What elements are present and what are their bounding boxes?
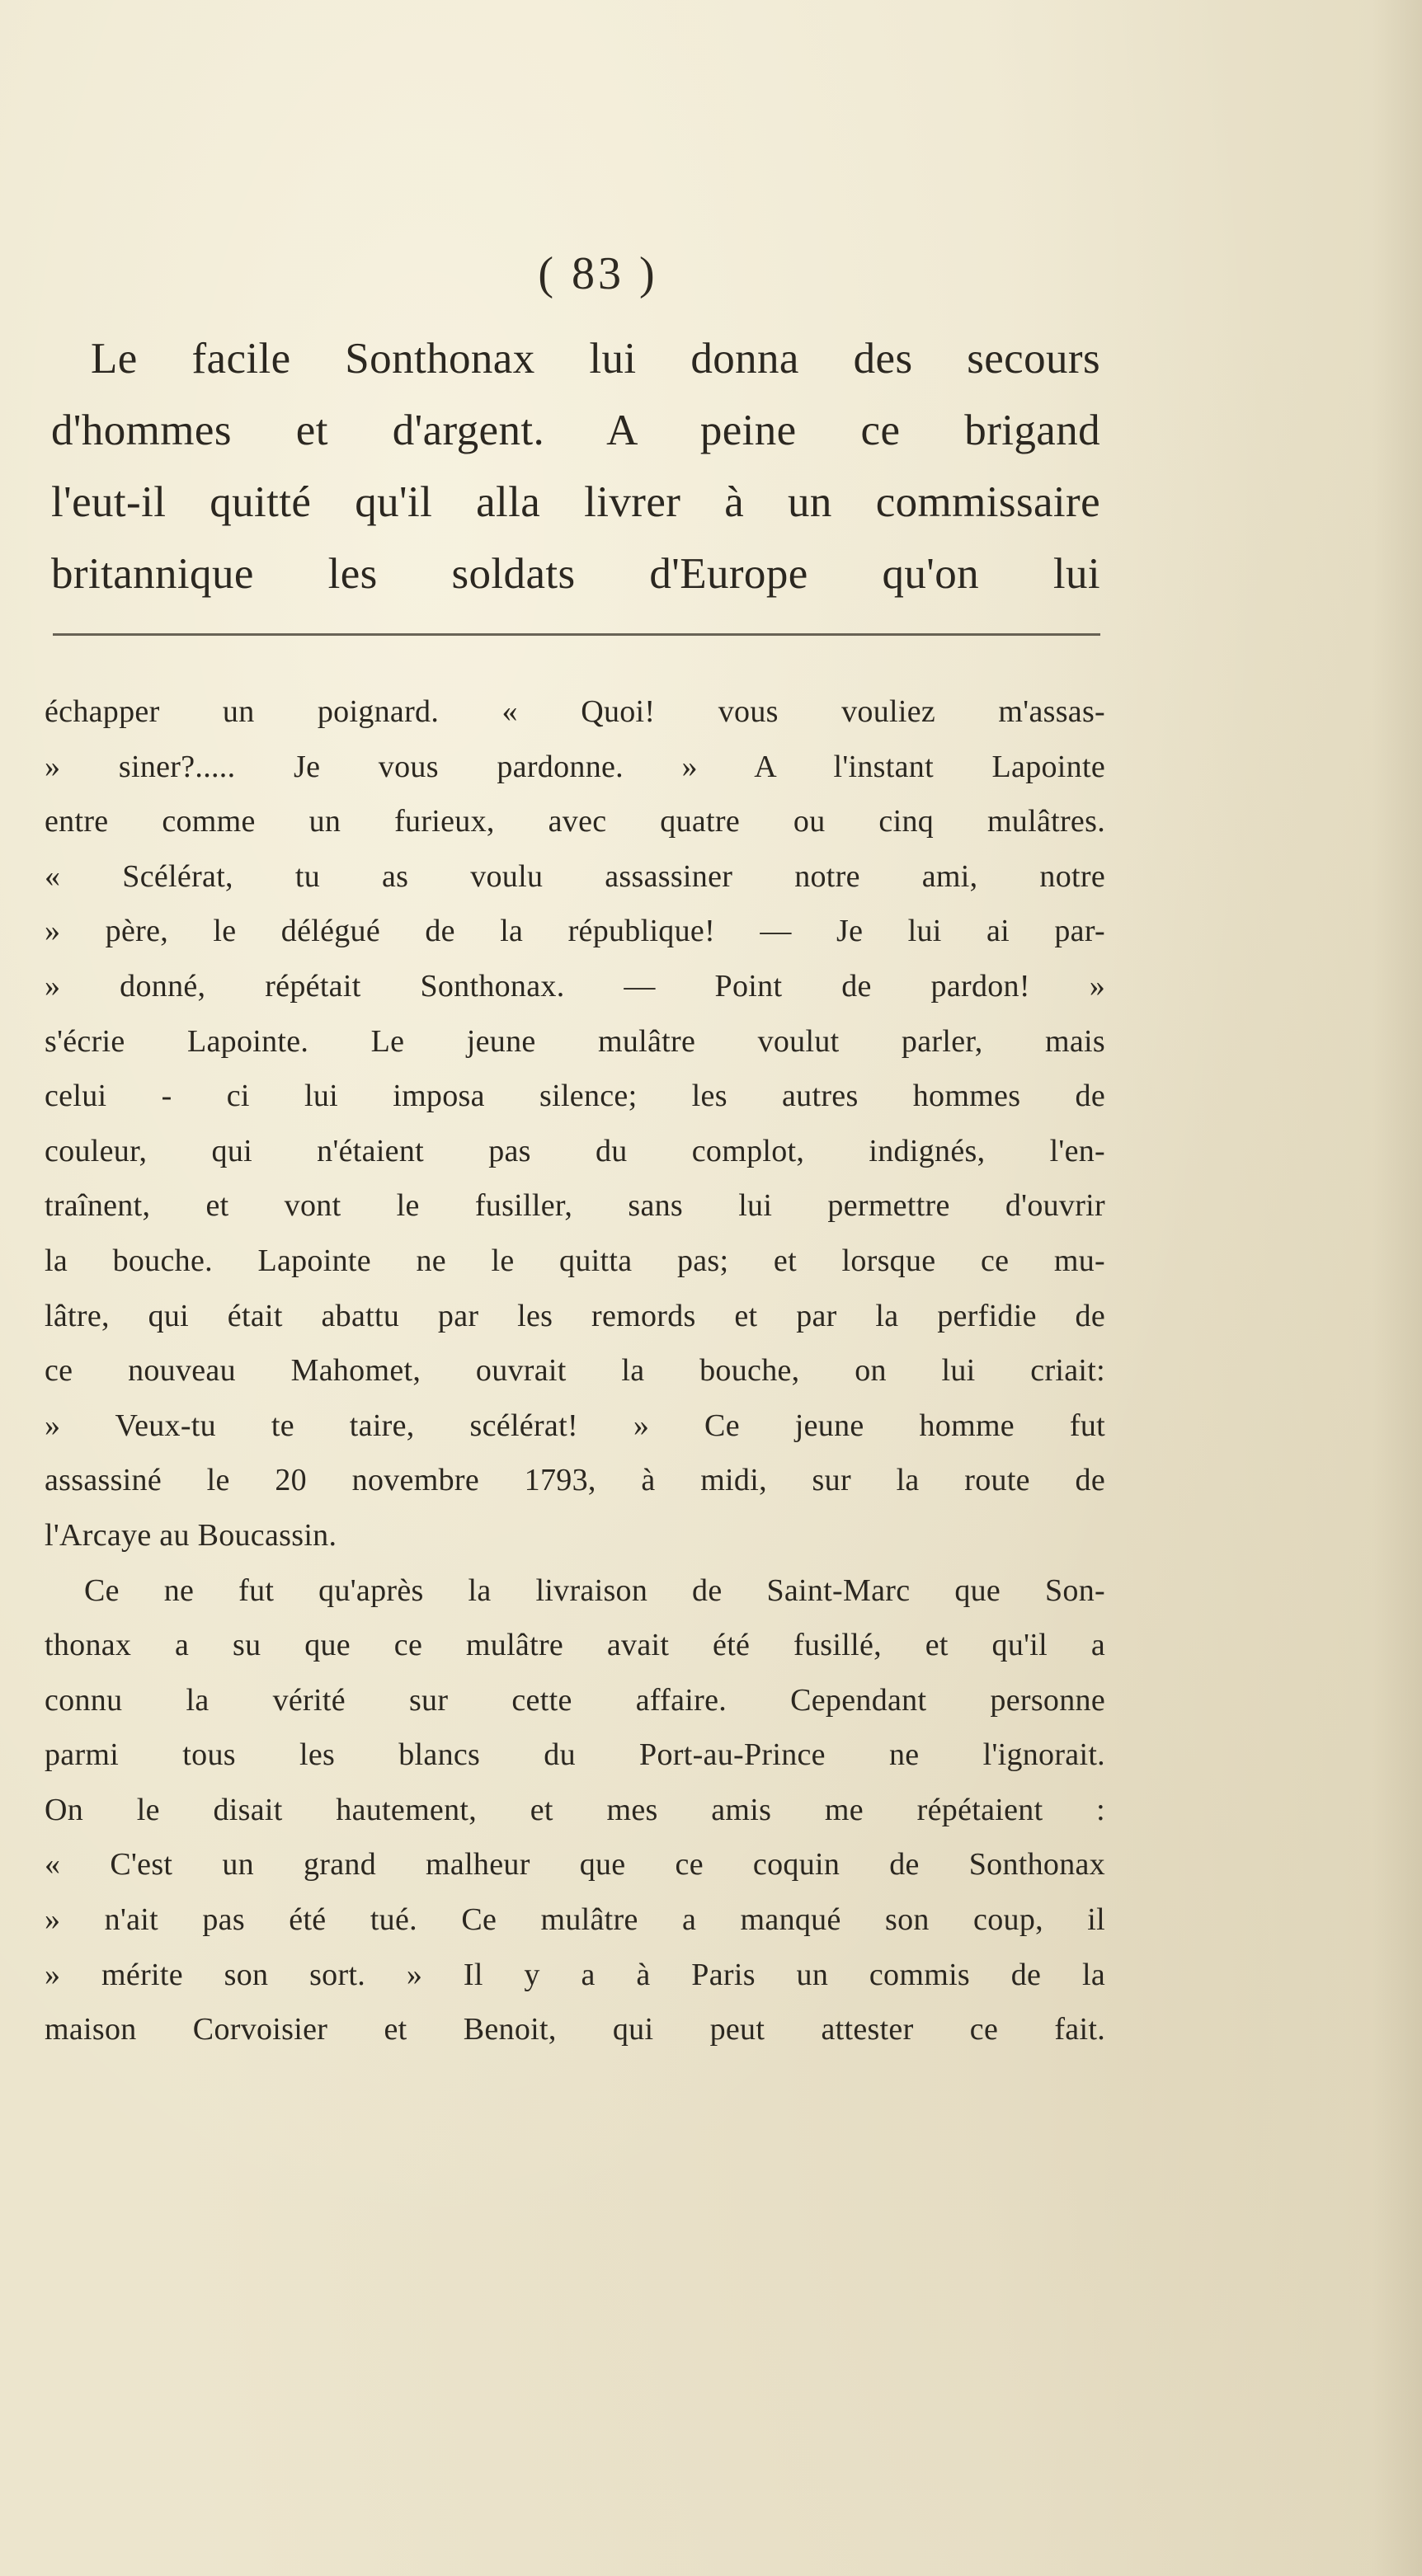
footnote-line: traînent, et vont le fusiller, sans lui permettre d'ouvrir xyxy=(45,1188,1105,1224)
footnote-line: ce nouveau Mahomet, ouvrait la bouche, on lui criait: xyxy=(45,1353,1105,1389)
footnote-line: » Veux-tu te taire, scélérat! » Ce jeune homme fut xyxy=(45,1408,1105,1443)
footnote-line: « C'est un grand malheur que ce coquin de Sonthonax xyxy=(45,1847,1105,1883)
footnote-line: connu la vérité sur cette affaire. Cependant personne xyxy=(45,1682,1105,1718)
footnote-line: l'Arcaye au Boucassin. xyxy=(45,1517,337,1553)
footnote-line: assassiné le 20 novembre 1793, à midi, sur la route de xyxy=(45,1463,1105,1498)
footnote-line: » père, le délégué de la république! — Je lui ai par- xyxy=(45,914,1105,949)
page-number: ( 83 ) xyxy=(538,248,658,299)
main-text-line: britannique les soldats d'Europe qu'on lui xyxy=(51,550,1100,598)
footnote-line: » siner?..... Je vous pardonne. » A l'instant Lapointe xyxy=(45,749,1105,784)
main-text-line: l'eut-il quitté qu'il alla livrer à un commissaire xyxy=(51,478,1100,526)
footnote-line: la bouche. Lapointe ne le quitta pas; et lorsque ce mu- xyxy=(45,1243,1105,1278)
footnote-line: » n'ait pas été tué. Ce mulâtre a manqué son coup, il xyxy=(45,1902,1105,1938)
footnote-text xyxy=(45,684,1105,2057)
footnote-line: On le disait hautement, et mes amis me répétaient : xyxy=(45,1792,1105,1827)
footnote-line: s'écrie Lapointe. Le jeune mulâtre voulut parler, mais xyxy=(45,1023,1105,1059)
footnote-line: parmi tous les blancs du Port-au-Prince ne l'ignorait. xyxy=(45,1737,1105,1773)
footnote-separator xyxy=(53,633,1100,636)
footnote-line: « Scélérat, tu as voulu assassiner notre ami, notre xyxy=(45,858,1105,894)
footnote-line: thonax a su que ce mulâtre avait été fusillé, et qu'il a xyxy=(45,1628,1105,1663)
footnote-line: entre comme un furieux, avec quatre ou cinq mulâtres. xyxy=(45,804,1105,839)
footnote-line: » mérite son sort. » Il y a à Paris un commis de la xyxy=(45,1957,1105,1992)
page-edge-shadow xyxy=(1373,0,1422,2576)
footnote-line: échapper un poignard. « Quoi! vous vouliez m'assas- xyxy=(45,694,1105,729)
main-text-line: d'hommes et d'argent. A peine ce brigand xyxy=(51,407,1100,454)
footnote-line: maison Corvoisier et Benoit, qui peut attester ce fait. xyxy=(45,2012,1105,2047)
footnote-line: couleur, qui n'étaient pas du complot, indignés, l'en- xyxy=(45,1133,1105,1168)
main-text xyxy=(51,323,1100,610)
footnote-line: celui - ci lui imposa silence; les autres hommes de xyxy=(45,1079,1105,1114)
footnote-line: lâtre, qui était abattu par les remords et par la perfidie de xyxy=(45,1298,1105,1333)
main-text-line: Le facile Sonthonax lui donna des secours xyxy=(91,335,1100,383)
footnote-line: Ce ne fut qu'après la livraison de Saint-Marc que Son- xyxy=(84,1572,1105,1608)
footnote-line: » donné, répétait Sonthonax. — Point de pardon! » xyxy=(45,968,1105,1004)
